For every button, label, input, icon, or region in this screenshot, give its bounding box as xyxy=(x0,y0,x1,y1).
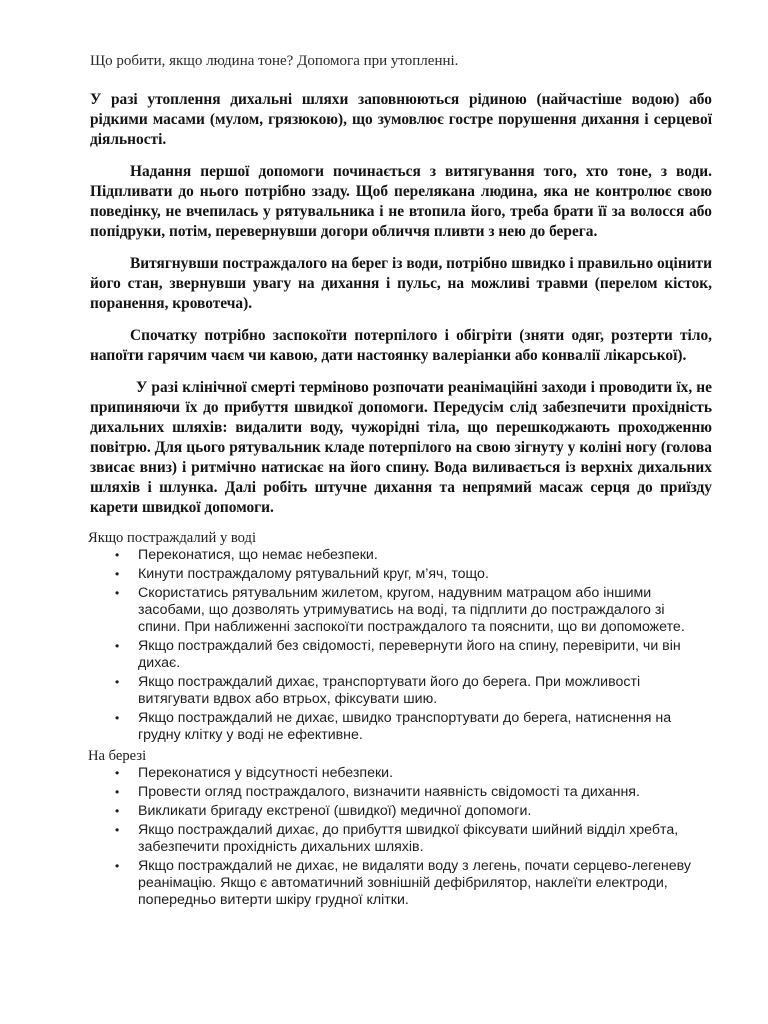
bullet-icon: • xyxy=(115,711,120,725)
bullet-icon: • xyxy=(115,766,120,780)
list-item: • Провести огляд постраждалого, визначити наявність свідомості та дихання. xyxy=(115,784,640,800)
bullet-icon: • xyxy=(115,567,120,581)
bullet-icon: • xyxy=(115,675,120,689)
list-item: • Якщо постраждалий не дихає, швидко транспортувати до берега, натиснення на грудну клітку у воді не ефективне. xyxy=(115,710,672,743)
bullet-icon: • xyxy=(115,785,120,799)
paragraph-resuscitation: У разі клінічної смерті терміново розпочати реанімаційні заходи і проводити їх, не припиняючи їх до прибуття швидкої допомоги. Передусім слід забезпечити прохідність дихальних шляхів: видалити воду, чужорідні тіла, що перешкоджають проходженню повітрю. Для цього рятувальник кладе потерпілого на свою зігнуту у коліні ногу (голова звисає вниз) і ритмічно натискає на його спину. Вода виливається із верхніх дихальних шляхів і шлунка. Далі робіть штучне дихання та непрямий масаж серця до приїзду карети швидкої допомоги. xyxy=(90,379,712,516)
list-item: • Переконатися у відсутності небезпеки. xyxy=(115,765,394,781)
list-item: • Якщо постраждалий без свідомості, перевернути його на спину, перевірити, чи він дихає. xyxy=(115,638,681,671)
section-title-shore: На березі xyxy=(88,748,147,764)
paragraph-rescue xyxy=(90,162,712,242)
list-water xyxy=(90,547,712,744)
list-item: • Якщо постраждалий не дихає, не видаляти воду з легень, почати серцево-легеневу реанімацію. Якщо є автоматичний зовнішній дефібрилятор, наклеїти електроди, попередньо витерти шкіру грудної клітки. xyxy=(115,858,691,908)
list-item: • Кинути постраждалому рятувальний круг, м’яч, тощо. xyxy=(115,566,489,582)
paragraph-warming: Спочатку потрібно заспокоїти потерпілого і обігріти (зняти одяг, розтерти тіло, напоїти гарячим чаєм чи кавою, дати настоянку валеріанки або конвалії лікарської). xyxy=(90,327,712,364)
list-item: • Якщо постраждалий дихає, транспортувати його до берега. При можливості витягувати вдвох або втрьох, фіксувати шию. xyxy=(115,674,641,707)
list-shore xyxy=(90,765,712,909)
paragraph-rescue-rest: Підпливати до нього потрібно ззаду. Щоб перелякана людина, яка не контролює свою поведінку, не вчепилась у рятувальника і не втопила його, треба брати її за волосся або попідруки, потім, перевернувши догори обличчя пливти з нею до берега. xyxy=(90,183,712,240)
list-item: • Викликати бригаду екстреної (швидкої) медичної допомоги. xyxy=(115,803,532,819)
list-item: • Переконатися, що немає небезпеки. xyxy=(115,547,378,563)
paragraph-rescue-lead: Надання першої допомоги починається з витягування того, хто тоне, з води. xyxy=(130,163,712,180)
list-item: • Якщо постраждалий дихає, до прибуття швидкої фіксувати шийний відділ хребта, забезпечити прохідність дихальних шляхів. xyxy=(115,822,679,855)
bullet-icon: • xyxy=(115,586,120,600)
section-title-water: Якщо постраждалий у воді xyxy=(88,530,257,546)
bullet-icon: • xyxy=(115,804,120,818)
bullet-icon: • xyxy=(115,548,120,562)
bullet-icon: • xyxy=(115,823,120,837)
document-title: Що робити, якщо людина тоне? Допомога при утопленні. xyxy=(90,53,459,69)
paragraph-assessment: Витягнувши постраждалого на берег із води, потрібно швидко і правильно оцінити його стан, звернувши увагу на дихання і пульс, на можливі травми (перелом кісток, поранення, кровотеча). xyxy=(90,255,712,312)
bullet-icon: • xyxy=(115,639,120,653)
paragraph-intro: У разі утоплення дихальні шляхи заповнюються рідиною (найчастіше водою) або рідкими масами (мулом, грязюкою), що зумовлює гостре порушення дихання і серцевої діяльності. xyxy=(90,91,712,148)
list-item: • Скористатись рятувальним жилетом, кругом, надувним матрацом або іншими засобами, що дозволять утримуватись на воді, та підплити до постраждалого зі спини. При наближенні заспокоїти постраждалого та пояснити, що ви допоможете. xyxy=(115,585,685,635)
bullet-icon: • xyxy=(115,859,120,873)
